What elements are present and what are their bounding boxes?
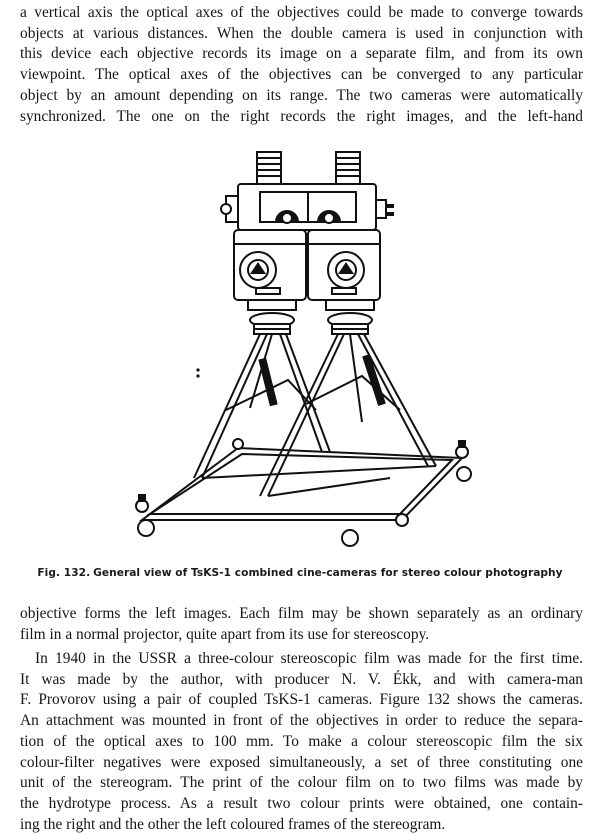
text-line: the hydrotype process. As a result two colour prints were obtained, one contain- bbox=[20, 794, 583, 812]
figure-caption-text: General view of TsKS-1 combined cine-cameras for stereo colour photography bbox=[93, 567, 563, 579]
history-paragraph bbox=[20, 649, 583, 835]
text-line: objects at various distances. When the double camera is used in conjunction with bbox=[20, 24, 583, 42]
figure-caption bbox=[0, 567, 600, 579]
continuation-paragraph bbox=[20, 604, 583, 645]
text-line: In 1940 in the USSR a three-colour stereoscopic film was made for the first time. bbox=[35, 650, 583, 667]
text-line: this device each objective records its image on a separate film, and from its own bbox=[20, 45, 583, 63]
text-line: object by an amount depending on its range. The two cameras were automatically bbox=[20, 86, 583, 104]
text-line: synchronized. The one on the right records the right images, and the left-hand bbox=[20, 107, 583, 125]
top-paragraph bbox=[20, 3, 583, 127]
text-line: ing the right and the other the left coloured frames of the stereogram. bbox=[20, 815, 446, 833]
text-line: tion of the optical axes to 100 mm. To make a colour stereoscopic film the six bbox=[20, 732, 583, 750]
stereo-camera-illustration bbox=[110, 148, 490, 558]
text-line: An attachment was mounted in front of the objectives in order to reduce the separa- bbox=[20, 712, 583, 730]
film-magazines bbox=[257, 152, 360, 184]
text-line: viewpoint. The optical axes of the objectives can be converged to any particular bbox=[20, 66, 583, 84]
camera-bodies bbox=[221, 184, 394, 300]
text-line: a vertical axis the optical axes of the objectives could be made to converge towards bbox=[20, 4, 583, 21]
text-line: F. Provorov using a pair of coupled TsKS-1 cameras. Figure 132 shows the cameras. bbox=[20, 691, 583, 709]
base-frame bbox=[136, 439, 471, 546]
figure-label: Fig. 132. bbox=[37, 567, 91, 579]
text-line: film in a normal projector, quite apart from its use for stereoscopy. bbox=[20, 625, 430, 643]
text-line: objective forms the left images. Each film may be shown separately as an ordinary bbox=[20, 605, 583, 622]
text-line: unit of the stereogram. The print of the colour film on to two films was made by bbox=[20, 774, 583, 792]
text-line: It was made by the author, with producer N. V. Ékk, and with camera-man bbox=[20, 670, 583, 688]
text-line: colour-filter negatives were exposed simultaneously, a set of three constituting one bbox=[20, 753, 583, 771]
tripod-heads bbox=[248, 300, 374, 334]
